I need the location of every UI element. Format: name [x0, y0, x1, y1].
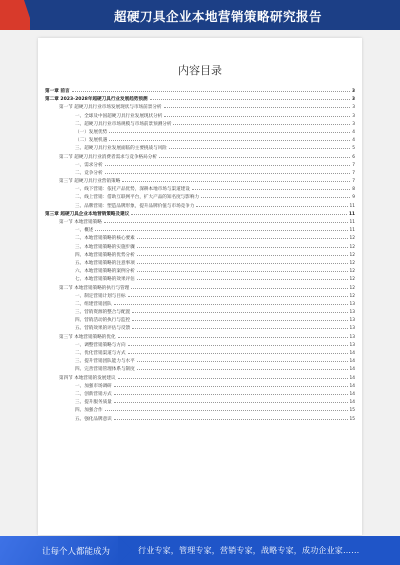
- toc-entry[interactable]: [45, 186, 355, 194]
- toc-entry-text: （一）发展优势: [75, 129, 108, 135]
- toc-dot-leader: [164, 106, 351, 108]
- toc-entry-text: 一、调整营销策略与方向: [75, 342, 126, 348]
- toc-entry[interactable]: [45, 178, 355, 186]
- toc-entry-text: 三、营销资源的整合与配置: [75, 310, 131, 316]
- toc-entry-text: 二、创新营销方式: [75, 391, 112, 397]
- toc-entry-text: 五、营销效果的评估与反馈: [75, 326, 131, 332]
- toc-page-number: 14: [349, 367, 355, 373]
- toc-dot-leader: [114, 393, 348, 395]
- toc-dot-leader: [105, 172, 351, 174]
- toc-entry[interactable]: [45, 96, 355, 104]
- toc-entry-text: 三、提升营销团队能力与水平: [75, 359, 135, 365]
- toc-entry[interactable]: [45, 399, 355, 407]
- toc-entry-text: 四、营销活动的执行与监控: [75, 318, 131, 324]
- toc-page-number: 11: [349, 220, 355, 225]
- toc-dot-leader: [109, 131, 350, 133]
- toc-page-number: 15: [349, 408, 355, 414]
- toc-dot-leader: [164, 115, 350, 117]
- toc-entry-text: 五、强化品牌意识: [75, 416, 112, 422]
- toc-page-number: 3: [352, 105, 355, 111]
- toc-entry[interactable]: [45, 334, 355, 342]
- toc-entry-text: 四、加强合作: [75, 408, 103, 414]
- toc-page-number: 12: [349, 293, 355, 299]
- toc-entry-text: 三、本地营销策略的实施步骤: [75, 244, 135, 250]
- toc-entry-text: 第二节 本地营销策略的执行与管理: [59, 285, 130, 291]
- toc-dot-leader: [137, 237, 348, 239]
- toc-page-number: 11: [349, 228, 355, 234]
- toc-page-number: 14: [349, 359, 355, 365]
- report-header-bar: [0, 0, 400, 30]
- footer-slogan-right: 行业专家，管理专家，营销专家，战略专家，成功企业家……: [138, 546, 360, 555]
- toc-page-number: 13: [349, 301, 355, 307]
- toc-dot-leader: [169, 147, 350, 149]
- toc-page-number: 14: [349, 351, 355, 356]
- toc-entry-text: 二、本地营销策略的核心要素: [75, 236, 135, 242]
- footer-slogan-left: 让每个人都能成为: [42, 547, 111, 557]
- toc-entry-text: 第四节 本地营销的发展建议: [59, 375, 116, 381]
- toc-dot-leader: [114, 401, 348, 403]
- toc-dot-leader: [128, 295, 348, 297]
- toc-dot-leader: [118, 377, 348, 379]
- toc-page-number: 3: [352, 121, 355, 127]
- toc-page-number: 4: [352, 138, 355, 144]
- toc-entry[interactable]: [45, 309, 355, 317]
- toc-entry-text: 第二节 超硬刀具行业消费者需求与竞争格局分析: [59, 154, 157, 160]
- footer-arrow-shape: [118, 536, 132, 564]
- toc-entry[interactable]: [45, 342, 355, 350]
- toc-dot-leader: [137, 254, 348, 256]
- toc-entry-text: 一、概述: [75, 228, 94, 234]
- toc-entry[interactable]: [45, 268, 355, 276]
- toc-dot-leader: [104, 221, 348, 223]
- toc-entry-text: 二、组建营销团队: [75, 301, 112, 307]
- toc-page-number: 3: [352, 113, 355, 119]
- toc-dot-leader: [137, 368, 348, 370]
- toc-page-number: 4: [352, 129, 355, 135]
- toc-entry[interactable]: [45, 227, 355, 235]
- toc-page-number: 8: [352, 187, 355, 193]
- toc-dot-leader: [95, 229, 347, 231]
- toc-page-number: 12: [349, 269, 355, 275]
- toc-dot-leader: [137, 270, 348, 272]
- toc-page-number: 14: [349, 400, 355, 406]
- toc-page: [38, 38, 362, 535]
- toc-dot-leader: [105, 409, 348, 411]
- toc-entry[interactable]: [45, 285, 355, 293]
- toc-page-number: 3: [352, 97, 355, 103]
- toc-entry-text: 三、超硬刀具行业发展面临的主要挑战与风险: [75, 146, 167, 152]
- toc-page-number: 13: [349, 326, 355, 332]
- toc-entry-text: 四、完善营销管理体系与制度: [75, 367, 135, 373]
- toc-entry[interactable]: [45, 317, 355, 325]
- toc-list: [45, 88, 355, 424]
- toc-entry-text: （二）发展机遇: [75, 138, 108, 144]
- toc-entry[interactable]: [45, 194, 355, 202]
- toc-entry-text: 二、优化营销渠道与方式: [75, 351, 126, 356]
- toc-entry[interactable]: [45, 391, 355, 399]
- toc-page-number: 12: [349, 244, 355, 250]
- toc-page-number: 14: [349, 391, 355, 397]
- toc-entry-text: 一、全球及中国超硬刀具行业发展现状分析: [75, 113, 163, 119]
- toc-entry[interactable]: [45, 170, 355, 178]
- toc-entry-text: 第三章 超硬刀具企业本地营销策略及建议: [45, 211, 130, 217]
- toc-entry[interactable]: [45, 219, 355, 227]
- toc-entry-text: 四、本地营销策略的优势分析: [75, 252, 135, 258]
- toc-entry[interactable]: [45, 145, 355, 153]
- toc-page-number: 3: [352, 89, 355, 94]
- toc-entry-text: 一、需求分析: [75, 162, 103, 168]
- toc-entry-text: 第一节 本地营销策略: [59, 220, 102, 225]
- toc-page-number: 12: [349, 285, 355, 291]
- toc-entry[interactable]: [45, 325, 355, 333]
- toc-page-number: 6: [352, 154, 355, 160]
- toc-dot-leader: [131, 287, 347, 289]
- toc-entry-text: 三、提升服务质量: [75, 400, 112, 406]
- toc-dot-leader: [137, 278, 348, 280]
- toc-entry[interactable]: [45, 235, 355, 243]
- toc-entry-text: 二、竞争分析: [75, 170, 103, 176]
- toc-entry-text: 二、线上营销：借助互联网平台，扩大产品的知名度与影响力: [75, 195, 200, 201]
- toc-dot-leader: [173, 123, 350, 125]
- toc-entry-text: 五、本地营销策略的注意事项: [75, 260, 135, 266]
- toc-page-number: 12: [349, 252, 355, 258]
- toc-entry[interactable]: [45, 375, 355, 383]
- toc-dot-leader: [137, 360, 348, 362]
- toc-dot-leader: [132, 327, 347, 329]
- toc-entry[interactable]: [45, 350, 355, 358]
- toc-entry[interactable]: [45, 416, 355, 424]
- toc-entry[interactable]: [45, 407, 355, 415]
- toc-dot-leader: [137, 262, 348, 264]
- toc-page-number: 13: [349, 342, 355, 348]
- toc-entry-text: 一、线下营销：依托产品优势，深耕本地市场与渠道建设: [75, 187, 190, 193]
- toc-entry-text: 第一章 前言: [45, 89, 70, 94]
- toc-entry[interactable]: [45, 301, 355, 309]
- toc-entry[interactable]: [45, 137, 355, 145]
- toc-page-number: 12: [349, 277, 355, 283]
- toc-page-number: 14: [349, 383, 355, 389]
- toc-entry-text: 第三节 本地营销策略的优化: [59, 334, 116, 340]
- toc-page-number: 13: [349, 334, 355, 340]
- toc-entry[interactable]: [45, 162, 355, 170]
- toc-entry-text: 一、加强市场调研: [75, 383, 112, 389]
- toc-entry[interactable]: [45, 366, 355, 374]
- toc-entry-text: 第三节 超硬刀具行业营销策略: [59, 179, 121, 185]
- header-accent-notch: [24, 0, 34, 30]
- toc-page-number: 13: [349, 318, 355, 324]
- toc-entry-text: 第二章 2023-2028年超硬刀具行业发展趋势预测: [45, 97, 148, 103]
- toc-dot-leader: [114, 385, 348, 387]
- toc-page-number: 11: [349, 203, 355, 209]
- toc-dot-leader: [114, 303, 348, 305]
- toc-page-number: 12: [349, 260, 355, 266]
- footer-banner: [0, 536, 400, 565]
- toc-dot-leader: [159, 156, 350, 158]
- toc-entry-text: 二、超硬刀具行业市场规模与市场前景预测分析: [75, 121, 172, 127]
- toc-dot-leader: [132, 319, 347, 321]
- toc-dot-leader: [105, 164, 351, 166]
- toc-entry-text: 六、本地营销策略的案例分析: [75, 269, 135, 275]
- toc-page-number: 13: [349, 310, 355, 316]
- toc-entry[interactable]: [45, 358, 355, 366]
- toc-entry[interactable]: [45, 293, 355, 301]
- toc-entry-text: 第一节 超硬刀具行业市场发展现状与市场前景分析: [59, 105, 162, 111]
- toc-page-number: 7: [352, 162, 355, 168]
- toc-entry[interactable]: [45, 211, 355, 219]
- report-title: 超硬刀具企业本地营销策略研究报告: [113, 9, 322, 24]
- toc-entry[interactable]: [45, 121, 355, 129]
- toc-page-number: 7: [352, 170, 355, 176]
- toc-entry[interactable]: [45, 88, 355, 96]
- toc-title: 内容目录: [178, 64, 222, 77]
- toc-page-number: 14: [349, 375, 355, 381]
- toc-dot-leader: [118, 336, 348, 338]
- toc-entry-text: 一、制定营销计划与目标: [75, 293, 126, 299]
- toc-page-number: 9: [352, 195, 355, 201]
- toc-entry-text: 七、本地营销策略的效果评估: [75, 277, 135, 283]
- toc-dot-leader: [131, 213, 347, 215]
- toc-page-number: 7: [352, 179, 355, 185]
- toc-entry[interactable]: [45, 113, 355, 121]
- toc-dot-leader: [128, 344, 348, 346]
- toc-entry[interactable]: [45, 244, 355, 252]
- toc-entry[interactable]: [45, 154, 355, 162]
- toc-entry[interactable]: [45, 260, 355, 268]
- toc-dot-leader: [114, 418, 348, 420]
- toc-dot-leader: [137, 246, 348, 248]
- toc-entry[interactable]: [45, 383, 355, 391]
- toc-entry[interactable]: [45, 104, 355, 112]
- toc-dot-leader: [109, 139, 350, 141]
- toc-entry[interactable]: [45, 252, 355, 260]
- toc-dot-leader: [196, 205, 347, 207]
- toc-dot-leader: [132, 311, 347, 313]
- toc-dot-leader: [150, 98, 350, 100]
- toc-page-number: 15: [349, 416, 355, 422]
- toc-entry[interactable]: [45, 203, 355, 211]
- toc-entry[interactable]: [45, 129, 355, 137]
- toc-entry[interactable]: [45, 276, 355, 284]
- toc-page-number: 12: [349, 236, 355, 242]
- toc-page-number: 5: [352, 146, 355, 152]
- toc-dot-leader: [201, 196, 350, 198]
- toc-dot-leader: [128, 352, 348, 354]
- toc-dot-leader: [122, 180, 350, 182]
- toc-entry-text: 三、品牌营销：塑造品牌形象，提升品牌价值与市场竞争力: [75, 203, 195, 209]
- toc-page-number: 11: [349, 211, 355, 217]
- toc-dot-leader: [72, 90, 350, 92]
- toc-dot-leader: [192, 188, 350, 190]
